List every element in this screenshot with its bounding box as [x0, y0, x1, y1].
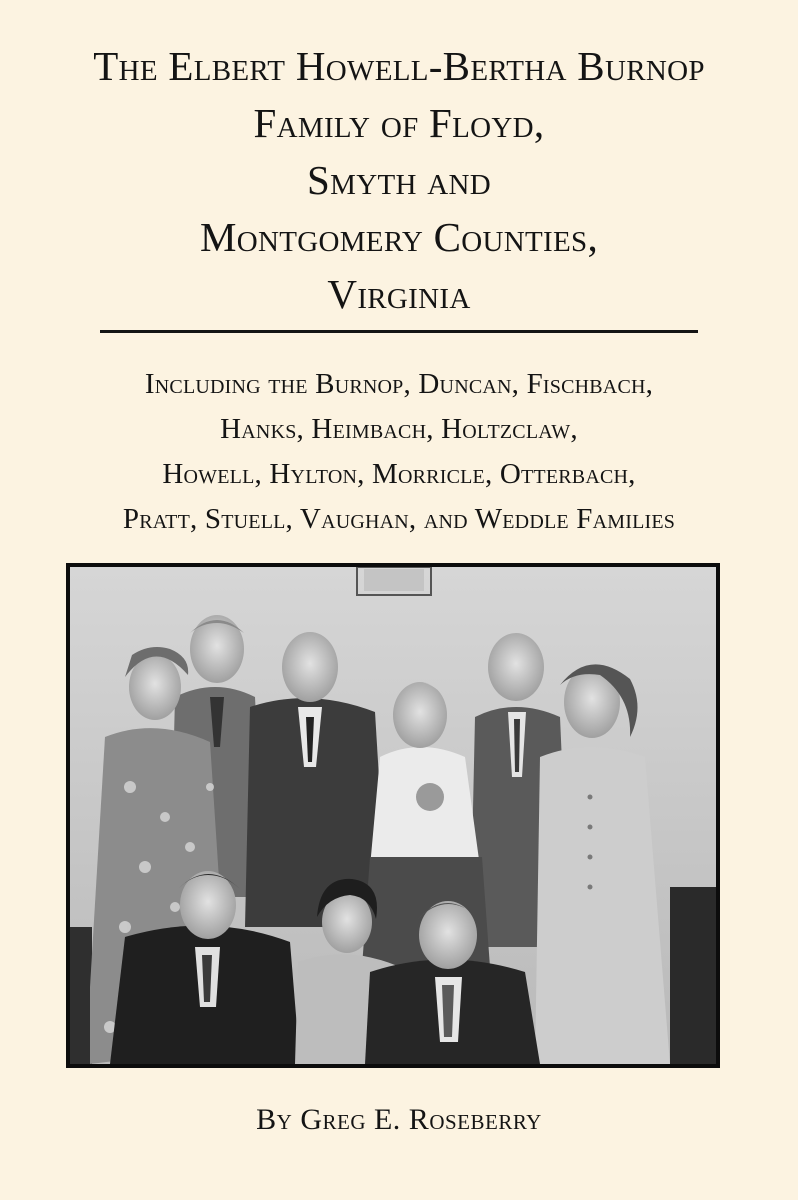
subtitle-line: Pratt, Stuell, Vaughan, and Weddle Families [122, 503, 676, 535]
family-photo [66, 563, 720, 1068]
book-title [0, 38, 798, 323]
title-line: Family of Floyd, [253, 100, 545, 146]
subtitle-line: Howell, Hylton, Morricle, Otterbach, [162, 458, 636, 490]
title-line: Virginia [327, 271, 471, 317]
family-photo-illustration [70, 567, 716, 1064]
book-subtitle [0, 362, 798, 542]
title-line: Montgomery Counties, [199, 214, 599, 260]
author-byline: By Greg E. Roseberry [256, 1103, 542, 1136]
title-line: The Elbert Howell-Bertha Burnop [93, 43, 705, 89]
subtitle-line: Including the Burnop, Duncan, Fischbach, [144, 368, 654, 400]
title-divider [100, 330, 698, 333]
title-line: Smyth and [307, 157, 491, 203]
subtitle-line: Hanks, Heimbach, Holtzclaw, [220, 413, 578, 445]
